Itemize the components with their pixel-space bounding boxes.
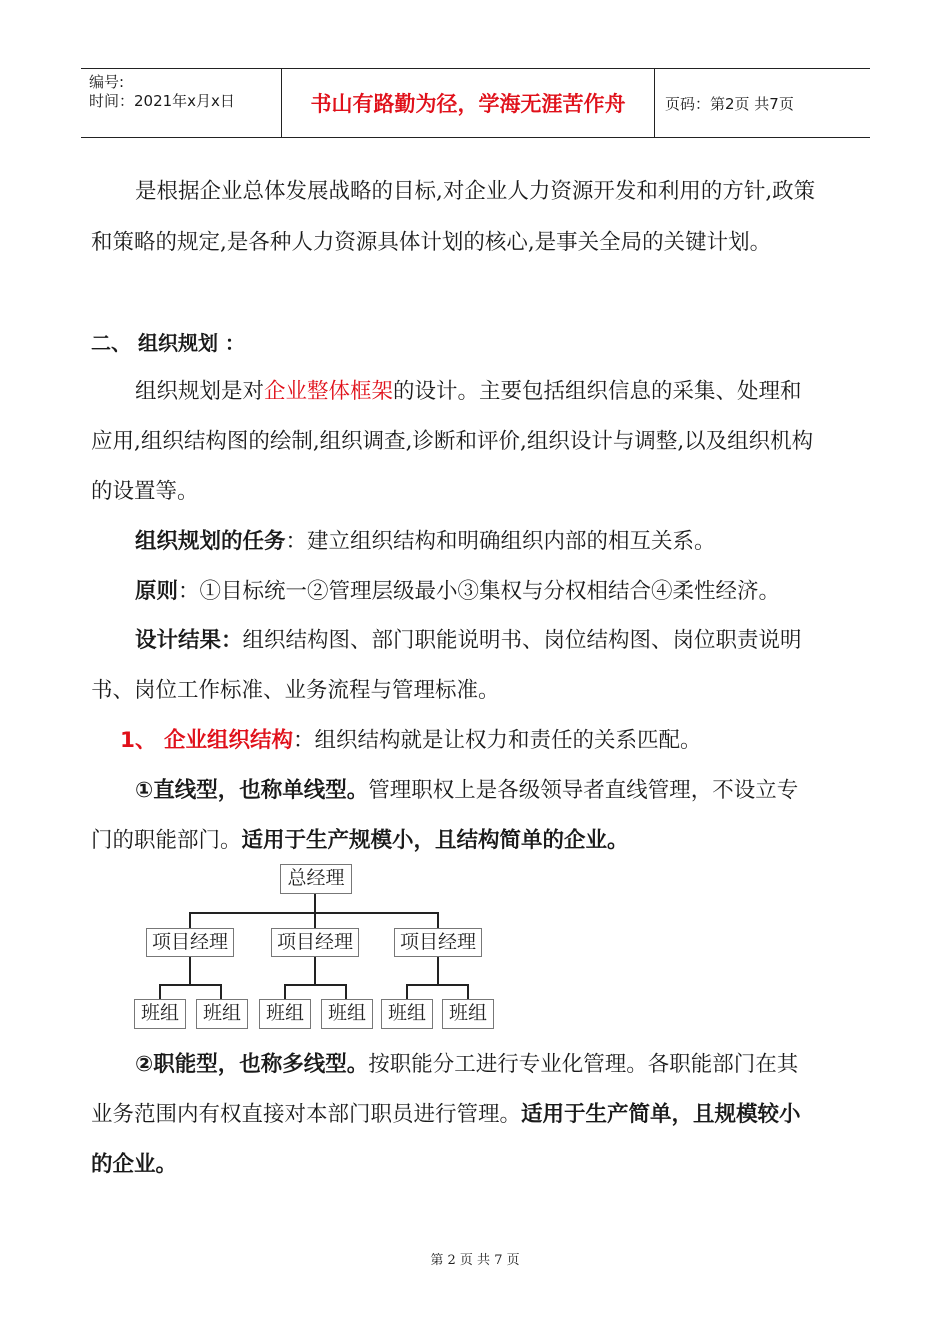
- para1-line2: 和策略的规定,是各种人力资源具体计划的核心,是事关全局的关键计划。: [91, 230, 772, 255]
- chart-box-team: 班组: [259, 999, 311, 1029]
- sec1-line: [120, 729, 890, 753]
- chart-box-top: 总经理: [280, 864, 352, 894]
- document-header: [81, 68, 870, 138]
- para2-post: 的设计。主要包括组织信息的采集、处理和: [393, 379, 802, 404]
- number-label: 编号:: [89, 73, 125, 91]
- chart-line-m1: [189, 912, 191, 928]
- sec1-heading: 1、 企业组织结构: [120, 728, 293, 753]
- chart-line-h1: [159, 984, 221, 986]
- functional-label: ②职能型，也称多线型。: [135, 1052, 369, 1077]
- linear-bold2: 适用于生产规模小，且结构简单的企业。: [241, 828, 629, 853]
- chart-box-manager: 项目经理: [146, 928, 234, 957]
- chart-line-t2: [220, 984, 222, 999]
- chart-line-m2: [314, 912, 316, 928]
- header-page-info: 页码：第2页 共7页: [665, 94, 794, 113]
- header-motto: 书山有路勤为径，学海无涯苦作舟: [282, 69, 655, 137]
- functional-line2-text: 业务范围内有权直接对本部门职员进行管理。: [91, 1102, 522, 1127]
- functional-text: 按职能分工进行专业化管理。各职能部门在其: [368, 1052, 799, 1077]
- functional-line2: [91, 1103, 861, 1127]
- sec1-text: ：组织结构就是让权力和责任的关系匹配。: [292, 728, 702, 753]
- chart-box-team: 班组: [442, 999, 494, 1029]
- chart-box-manager: 项目经理: [271, 928, 359, 957]
- chart-line-h2: [284, 984, 346, 986]
- header-meta: [81, 69, 282, 137]
- chart-line-t3: [284, 984, 286, 999]
- chart-line-t1: [159, 984, 161, 999]
- para2-pre: 组织规划是对: [135, 379, 265, 404]
- chart-box-team: 班组: [134, 999, 186, 1029]
- chart-line-t4: [345, 984, 347, 999]
- result-text: 组织结构图、部门职能说明书、岗位结构图、岗位职责说明: [242, 628, 802, 653]
- para2-line2: 应用,组织结构图的绘制,组织调查,诊断和评价,组织设计与调整,以及组织机构: [91, 429, 814, 454]
- chart-line-top: [314, 893, 316, 913]
- chart-box-manager: 项目经理: [394, 928, 482, 957]
- result-line2: 书、岗位工作标准、业务流程与管理标准。: [91, 678, 500, 703]
- principle-text: ：①目标统一②管理层级最小③集权与分权相结合④柔性经济。: [178, 579, 781, 604]
- functional-bold2: 适用于生产简单，且规模较小: [521, 1102, 801, 1127]
- chart-box-team: 班组: [321, 999, 373, 1029]
- chart-line-t5: [406, 984, 408, 999]
- para2-highlight: 企业整体框架: [264, 379, 394, 404]
- para1-line1: 是根据企业总体发展战略的目标,对企业人力资源开发和利用的方针,政策: [135, 179, 816, 204]
- para2-line1: [135, 380, 905, 404]
- linear-line2: [91, 829, 861, 853]
- section-heading: 二、 组织规划 ：: [91, 331, 245, 355]
- chart-line-d3: [437, 956, 439, 984]
- chart-line-m3: [437, 912, 439, 928]
- chart-line-d1: [189, 956, 191, 984]
- result-label: 设计结果：: [135, 628, 243, 653]
- linear-text: 管理职权上是各级领导者直线管理，不设立专: [368, 778, 799, 803]
- functional-line1: [135, 1053, 905, 1077]
- chart-box-team: 班组: [381, 999, 433, 1029]
- principle-line: [135, 580, 905, 604]
- para2-line3: 的设置等。: [91, 479, 199, 504]
- result-line1: [135, 629, 905, 653]
- task-line: [135, 530, 905, 554]
- linear-line2-text: 门的职能部门。: [91, 828, 242, 853]
- principle-label: 原则: [135, 579, 179, 604]
- chart-box-team: 班组: [196, 999, 248, 1029]
- chart-line-t6: [467, 984, 469, 999]
- chart-line-h3: [406, 984, 468, 986]
- linear-label: ①直线型，也称单线型。: [135, 778, 369, 803]
- chart-line-d2: [314, 956, 316, 984]
- time-label: 时间：2021年x月x日: [89, 92, 235, 110]
- task-label: 组织规划的任务: [135, 529, 286, 554]
- page-footer: 第 2 页 共 7 页: [430, 1253, 520, 1268]
- linear-line1: [135, 779, 905, 803]
- functional-line3: 的企业。: [91, 1152, 178, 1177]
- org-chart: [130, 862, 490, 1032]
- task-text: ：建立组织结构和明确组织内部的相互关系。: [285, 529, 716, 554]
